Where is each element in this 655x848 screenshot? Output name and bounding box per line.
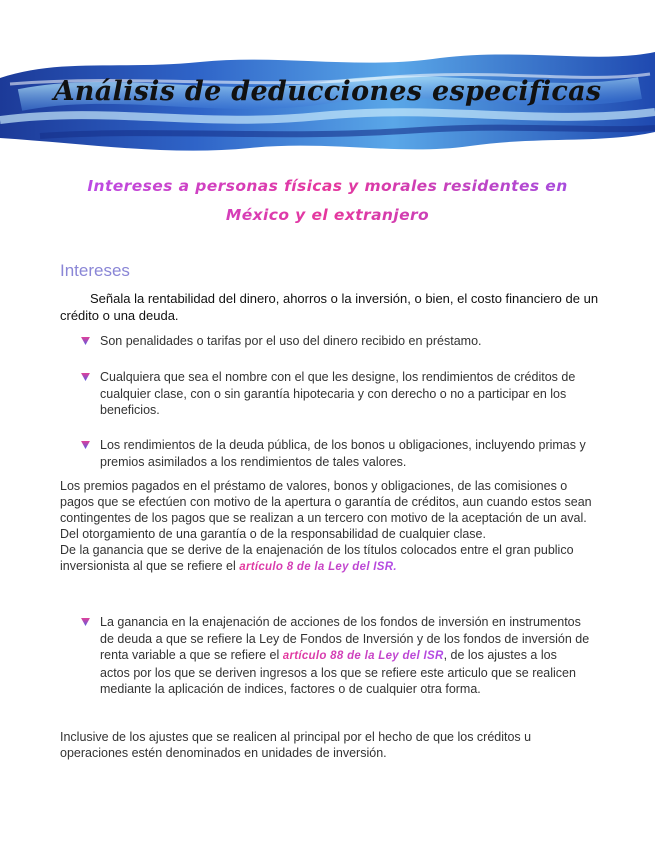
law-reference-highlight: artículo 8 de la Ley del ISR. [239,561,397,573]
body-text [60,542,600,575]
bullet-list [80,614,590,698]
list-item-text: Los rendimientos de la deuda pública, de los bonos u obligaciones, incluyendo primas y premios asimilados a los rendimientos de tales valores. [100,438,586,469]
list-item [80,369,590,419]
body-text: Los premios pagados en el préstamo de valores, bonos y obligaciones, de las comisiones o pagos que se efectúen con motivo de la apertura o garantía de créditos, aun cuando estos sean contingentes de los pagos que se realizan a un tercero con motivo de la aceptación de un aval. [60,479,592,525]
list-text-fragment: La ganancia en la enajenación de acciones de los fondos de inversión en instrumentos de deuda a que se refiere la Ley de Fondos de Inversión y de los fondos de inversión de renta variable a que se refiere el [100,615,590,662]
list-text-fragment: , de los ajustes a los actos por los que se deriven ingresos a los que se refiere este articulo que se realicen mediante la aplicación de indices, factores o de cualquier otra forma. [100,648,576,696]
section-subtitle: Intereses a personas físicas y morales residentes en México y el extranjero [75,172,580,230]
body-paragraph [60,478,600,575]
list-item-text [100,615,589,696]
triangle-bullet-icon [81,441,90,449]
list-item [80,437,590,470]
closing-paragraph [60,729,600,761]
intro-paragraph: Señala la rentabilidad del dinero, ahorros o la inversión, o bien, el costo financiero de un crédito o una deuda. [60,291,599,323]
triangle-bullet-icon [81,618,90,626]
bullet-list [80,333,590,350]
bullet-list [80,437,590,470]
section-heading: Intereses [60,261,130,280]
bullet-list [80,369,590,419]
list-item [80,614,590,698]
law-reference-highlight: artículo 88 de la Ley del ISR [282,650,444,662]
list-item-text: Cualquiera que sea el nombre con el que les designe, los rendimientos de créditos de cualquier clase, con o sin garantía hipotecaria y con derecho o no a participar en los beneficios. [100,370,576,417]
triangle-bullet-icon [81,373,90,381]
body-text-fragment: De la ganancia que se derive de la enajenación de los títulos colocados entre el gran publico inversionista al que se refiere el [60,543,574,573]
list-item [80,333,590,350]
body-text: Del otorgamiento de una garantía o de la responsabilidad de cualquier clase. [60,527,486,541]
list-item-text: Son penalidades o tarifas por el uso del dinero recibido en préstamo. [100,334,482,348]
body-text: Inclusive de los ajustes que se realicen al principal por el hecho de que los créditos u operaciones estén denominados en unidades de inversión. [60,730,532,760]
page-title: Análisis de deducciones especificas [53,76,602,107]
triangle-bullet-icon [81,337,90,345]
